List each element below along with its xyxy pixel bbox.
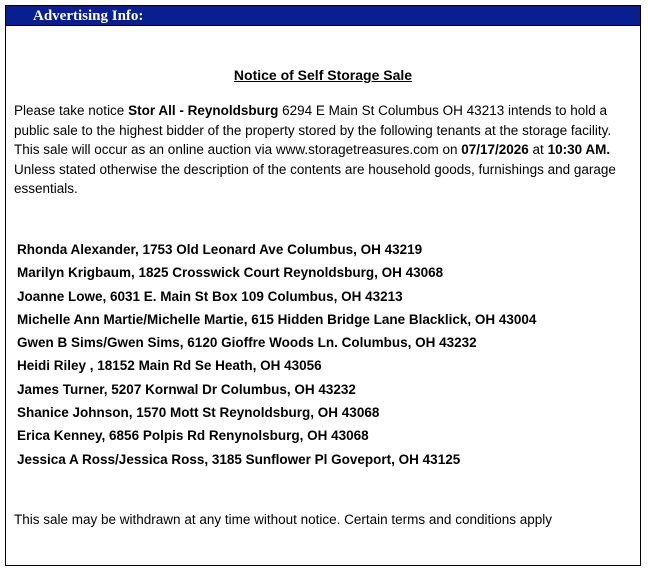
tenant-entry: James Turner, 5207 Kornwal Dr Columbus, OH 43232 (17, 381, 356, 397)
header-title: Advertising Info: (33, 8, 144, 24)
notice-title: Notice of Self Storage Sale (233, 67, 413, 83)
tenant-entry: Shanice Johnson, 1570 Mott St Reynoldsburg, OH 43068 (17, 405, 380, 421)
advertising-info-panel (5, 5, 641, 566)
intro-text-4: Unless stated otherwise the description of the contents are household goods, furnishings and garage essentials. (14, 161, 616, 197)
facility-name: Stor All - Reynoldsburg (128, 103, 279, 118)
tenant-entry: Joanne Lowe, 6031 E. Main St Box 109 Columbus, OH 43213 (17, 288, 403, 304)
tenant-entry: Heidi Riley , 18152 Main Rd Se Heath, OH 43056 (17, 358, 322, 374)
tenant-entry: Rhonda Alexander, 1753 Old Leonard Ave Columbus, OH 43219 (17, 242, 423, 257)
notice-intro-paragraph (14, 101, 634, 199)
notice-footer: This sale may be withdrawn at any time without notice. Certain terms and conditions apply (14, 512, 553, 527)
intro-text-3: at (528, 142, 548, 158)
sale-date: 07/17/2026 (461, 142, 529, 158)
intro-text-1: Please take notice (14, 103, 129, 118)
tenant-entry: Marilyn Krigbaum, 1825 Crosswick Court Reynoldsburg, OH 43068 (17, 265, 444, 281)
tenant-entry: Jessica A Ross/Jessica Ross, 3185 Sunflower Pl Goveport, OH 43125 (17, 451, 461, 467)
tenant-entry: Erica Kenney, 6856 Polpis Rd Renynolsburg, OH 43068 (17, 428, 369, 444)
sale-time: 10:30 AM. (547, 142, 611, 158)
header-bar (6, 6, 640, 26)
tenant-entry: Gwen B Sims/Gwen Sims, 6120 Gioffre Woods Ln. Columbus, OH 43232 (17, 335, 477, 351)
tenant-entry: Michelle Ann Martie/Michelle Martie, 615 Hidden Bridge Lane Blacklick, OH 43004 (17, 311, 537, 327)
intro-text-2: 6294 E Main St Columbus OH 43213 intends to hold a public sale to the highest bidder of the property stored by the following tenants at the storage facility. This sale will occur as an online auction via www.storagetreasures.com on (14, 103, 612, 158)
tenant-list (17, 238, 536, 471)
